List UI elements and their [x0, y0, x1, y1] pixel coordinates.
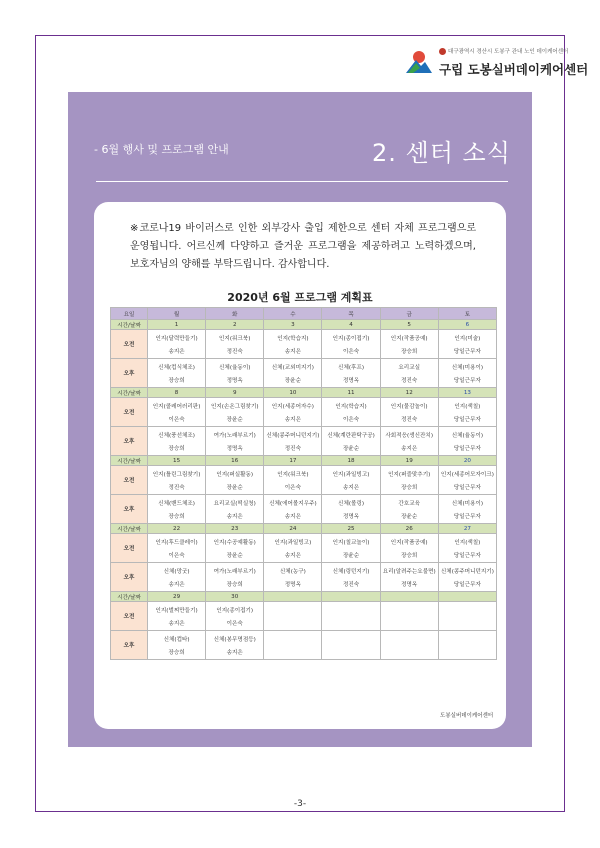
program-cell	[438, 330, 496, 359]
program-name: 신체(콩주머니던지기)	[266, 432, 320, 439]
program-cell	[264, 330, 322, 359]
program-name: 신체(농구)	[279, 568, 306, 575]
staff-name: 이은숙	[226, 620, 243, 627]
header-cell: 요일	[111, 308, 148, 320]
date-cell: 16	[206, 456, 264, 466]
staff-name: 정명옥	[226, 445, 243, 452]
am-program-row	[111, 330, 497, 359]
am-program-row	[111, 466, 497, 495]
program-cell	[380, 534, 438, 563]
am-label: 오전	[111, 602, 148, 631]
staff-name: 당일근무자	[453, 416, 481, 423]
date-row	[111, 524, 497, 534]
notice-text: ※코로나19 바이러스로 인한 외부강사 출입 제한으로 센터 자체 프로그램으로 운영됩니다. 어르신께 다양하고 즐거운 프로그램을 제공하려고 노력하겠으며, 보호자님의 양해를 부탁드립니다. 감사합니다.	[130, 223, 476, 270]
program-cell	[438, 427, 496, 456]
am-program-row	[111, 398, 497, 427]
am-program-row	[111, 534, 497, 563]
program-cell	[148, 466, 206, 495]
program-name: 인지(콜레어러리판)	[152, 403, 201, 410]
program-cell	[206, 398, 264, 427]
staff-name: 정명옥	[284, 581, 301, 588]
date-cell: 25	[322, 524, 380, 534]
pm-label: 오후	[111, 563, 148, 592]
staff-name: 정진숙	[401, 377, 418, 384]
date-cell: 17	[264, 456, 322, 466]
program-name: 신체(콩주머니던지기)	[440, 568, 494, 575]
header-cell: 수	[264, 308, 322, 320]
program-cell	[438, 398, 496, 427]
program-cell	[206, 427, 264, 456]
header-cell: 토	[438, 308, 496, 320]
program-name: 인지(미술)	[454, 335, 481, 342]
program-name: 인지(종이접기)	[216, 607, 254, 614]
program-cell	[148, 330, 206, 359]
date-row-label: 시간/날짜	[111, 388, 148, 398]
staff-name: 송지은	[284, 416, 301, 423]
program-cell	[380, 330, 438, 359]
staff-name: 당일근무자	[453, 377, 481, 384]
program-cell	[264, 359, 322, 388]
date-cell	[322, 592, 380, 602]
staff-name: 장윤순	[401, 513, 418, 520]
program-cell	[380, 398, 438, 427]
date-cell: 29	[148, 592, 206, 602]
staff-name: 이은숙	[168, 416, 185, 423]
program-cell	[264, 602, 322, 631]
date-cell: 10	[264, 388, 322, 398]
program-name: 간호교육	[398, 500, 421, 507]
program-name: 인지(작품공예)	[390, 539, 428, 546]
staff-name: 송지은	[401, 445, 418, 452]
program-name: 인지(워크북)	[277, 471, 309, 478]
date-cell: 27	[438, 524, 496, 534]
date-cell: 23	[206, 524, 264, 534]
program-cell	[264, 495, 322, 524]
date-cell: 9	[206, 388, 264, 398]
program-cell	[206, 534, 264, 563]
center-logo-icon	[405, 47, 433, 75]
staff-name: 당일근무자	[453, 445, 481, 452]
program-name: 인지(학습지)	[335, 403, 367, 410]
staff-name: 송지은	[226, 513, 243, 520]
program-name: 신체(볼링)	[338, 500, 365, 507]
program-cell	[380, 602, 438, 631]
pm-label: 오후	[111, 495, 148, 524]
am-label: 오전	[111, 466, 148, 495]
pm-program-row	[111, 495, 497, 524]
program-name: 신체(컵타)	[163, 636, 190, 643]
program-name: 인지(벌찌만들기)	[155, 607, 198, 614]
program-name: 사회적응(생신잔치)	[385, 432, 433, 439]
staff-name: 정진숙	[226, 348, 243, 355]
program-cell	[438, 359, 496, 388]
program-cell	[380, 427, 438, 456]
program-name: 인지(칠교놀이)	[332, 539, 370, 546]
staff-name: 장윤순	[226, 416, 243, 423]
program-cell	[206, 602, 264, 631]
date-cell: 8	[148, 388, 206, 398]
program-cell	[322, 359, 380, 388]
program-cell	[206, 495, 264, 524]
program-cell	[148, 631, 206, 660]
program-cell	[264, 563, 322, 592]
staff-name: 이은숙	[168, 552, 185, 559]
program-cell	[322, 631, 380, 660]
program-name: 인지(과일빙고)	[274, 539, 312, 546]
program-name: 인지(후드클레이)	[155, 539, 198, 546]
date-cell: 30	[206, 592, 264, 602]
date-cell	[264, 592, 322, 602]
staff-name: 송지은	[168, 581, 185, 588]
staff-name: 장승희	[168, 377, 185, 384]
program-name: 인지(학습지)	[277, 335, 309, 342]
date-cell: 6	[438, 320, 496, 330]
header-cell: 월	[148, 308, 206, 320]
program-name: 요리교실(떡실청)	[213, 500, 256, 507]
program-name: 인지(퍼실활동)	[216, 471, 254, 478]
program-name: 신체(에어볼지우주)	[269, 500, 317, 507]
staff-name: 장승희	[168, 513, 185, 520]
schedule-title: 2020년 6월 프로그램 계획표	[227, 291, 373, 304]
staff-name: 장윤순	[226, 552, 243, 559]
staff-name: 장윤순	[284, 377, 301, 384]
pm-label: 오후	[111, 631, 148, 660]
staff-name: 송지은	[168, 620, 185, 627]
program-name: 인지(퍼즐맞추기)	[388, 471, 431, 478]
program-name: 인지(세종어자수)	[271, 403, 314, 410]
page-number: -3-	[293, 799, 307, 809]
staff-name: 송지은	[342, 484, 360, 491]
program-cell	[206, 359, 264, 388]
program-cell	[148, 359, 206, 388]
pm-program-row	[111, 359, 497, 388]
program-cell	[438, 534, 496, 563]
program-name: 신체(교외미지기)	[271, 364, 314, 371]
date-cell: 2	[206, 320, 264, 330]
staff-name: 장승희	[401, 484, 418, 491]
staff-name: 정진숙	[168, 484, 185, 491]
program-name: 신체(컵식체조)	[158, 364, 195, 371]
program-cell	[206, 466, 264, 495]
program-name: 신체(망굿)	[163, 568, 190, 575]
program-cell	[148, 602, 206, 631]
pm-program-row	[111, 631, 497, 660]
program-cell	[380, 563, 438, 592]
staff-name: 송지은	[284, 513, 301, 520]
program-name: 인지(달력만들기)	[155, 335, 198, 342]
program-name: 인지(틀린그림찾기)	[152, 471, 201, 478]
date-cell: 5	[380, 320, 438, 330]
program-name: 신체(율동이)	[451, 432, 484, 439]
program-name: 신체(미용이)	[451, 500, 484, 507]
staff-name: 이은숙	[342, 416, 360, 423]
staff-name: 당일근무자	[453, 552, 481, 559]
program-cell	[322, 563, 380, 592]
date-row	[111, 388, 497, 398]
program-cell	[438, 602, 496, 631]
program-name: 신체(계란판탁구공)	[327, 432, 375, 439]
pm-label: 오후	[111, 359, 148, 388]
program-name: 여가(노래부르기)	[213, 568, 256, 575]
date-cell: 11	[322, 388, 380, 398]
program-name: 인지(작품공예)	[390, 335, 428, 342]
staff-name: 정명옥	[226, 377, 243, 384]
header-cell: 화	[206, 308, 264, 320]
staff-name: 장윤순	[342, 445, 360, 452]
date-cell: 26	[380, 524, 438, 534]
date-cell: 22	[148, 524, 206, 534]
program-cell	[380, 631, 438, 660]
staff-name: 장윤순	[342, 552, 360, 559]
staff-name: 정명옥	[342, 513, 360, 520]
program-cell	[148, 563, 206, 592]
date-cell: 3	[264, 320, 322, 330]
header-cell: 목	[322, 308, 380, 320]
program-cell	[264, 534, 322, 563]
program-cell	[148, 427, 206, 456]
date-row-label: 시간/날짜	[111, 524, 148, 534]
program-name: 인지(손온그림찾기)	[210, 403, 259, 410]
date-cell: 12	[380, 388, 438, 398]
program-name: 신체(링던지기)	[332, 568, 370, 575]
header-cell: 금	[380, 308, 438, 320]
program-cell	[438, 495, 496, 524]
staff-name: 장승희	[168, 445, 185, 452]
program-cell	[322, 330, 380, 359]
program-name: 신체(풍선체조)	[158, 432, 195, 439]
program-cell	[264, 631, 322, 660]
staff-name: 당일근무자	[453, 348, 481, 355]
program-name: 인지(색칠)	[454, 403, 481, 410]
program-name: 신체(후프)	[338, 364, 365, 371]
am-label: 오전	[111, 398, 148, 427]
staff-name: 송지은	[226, 649, 243, 656]
program-cell	[438, 631, 496, 660]
program-name: 인지(물감놀이)	[390, 403, 428, 410]
center-logo	[405, 45, 589, 81]
staff-name: 정명옥	[342, 377, 360, 384]
program-name: 여가(노래부르기)	[213, 432, 256, 439]
date-row-label: 시간/날짜	[111, 456, 148, 466]
program-name: 인지(색칠)	[454, 539, 481, 546]
program-name: 인지(워크북)	[219, 335, 251, 342]
staff-name: 송지은	[168, 348, 185, 355]
program-name: 신체(봉무명점등)	[213, 636, 256, 643]
staff-name: 정명옥	[401, 581, 418, 588]
program-cell	[322, 534, 380, 563]
program-name: 인지(과일빙고)	[332, 471, 370, 478]
program-cell	[322, 602, 380, 631]
date-row	[111, 592, 497, 602]
staff-name: 당일근무자	[453, 484, 481, 491]
program-cell	[148, 398, 206, 427]
program-name: 인지(수공예활동)	[213, 539, 256, 546]
date-row	[111, 456, 497, 466]
date-row	[111, 320, 497, 330]
staff-name: 당일근무자	[453, 581, 481, 588]
program-name: 신체(밴드체조)	[158, 500, 195, 507]
header-divider	[96, 181, 508, 182]
program-cell	[380, 466, 438, 495]
section-subtitle: - 6월 행사 및 프로그램 안내	[94, 143, 229, 156]
program-cell	[148, 534, 206, 563]
staff-name: 장승희	[401, 348, 418, 355]
pm-label: 오후	[111, 427, 148, 456]
date-row-label: 시간/날짜	[111, 320, 148, 330]
table-footer-note: 도봉실버데이케어센터	[440, 713, 494, 719]
program-cell	[206, 631, 264, 660]
staff-name: 이은숙	[342, 348, 360, 355]
program-cell	[206, 563, 264, 592]
program-name: 요리교실	[398, 364, 421, 371]
staff-name: 당일근무자	[453, 513, 481, 520]
program-cell	[380, 359, 438, 388]
program-cell	[380, 495, 438, 524]
date-cell	[380, 592, 438, 602]
pm-program-row	[111, 563, 497, 592]
program-cell	[264, 427, 322, 456]
program-cell	[438, 466, 496, 495]
section-title: 2. 센터 소식	[372, 139, 511, 167]
date-cell: 18	[322, 456, 380, 466]
staff-name: 이은숙	[284, 484, 301, 491]
date-cell: 20	[438, 456, 496, 466]
program-name: 요리(알려주는요불면)	[382, 568, 436, 575]
staff-name: 장승희	[168, 649, 185, 656]
program-cell	[322, 427, 380, 456]
program-cell	[322, 466, 380, 495]
am-program-row	[111, 602, 497, 631]
date-cell: 24	[264, 524, 322, 534]
program-cell	[322, 495, 380, 524]
program-name: 인지(세종어모자이크)	[440, 471, 494, 478]
staff-name: 장윤순	[226, 484, 243, 491]
date-cell: 1	[148, 320, 206, 330]
program-name: 신체(미용이)	[451, 364, 484, 371]
date-cell: 4	[322, 320, 380, 330]
program-cell	[322, 398, 380, 427]
am-label: 오전	[111, 534, 148, 563]
date-cell	[438, 592, 496, 602]
schedule-header-row	[111, 308, 497, 320]
staff-name: 장승희	[226, 581, 243, 588]
logo-center-name: 구립 도봉실버데이케어센터	[439, 62, 589, 77]
program-name: 신체(율동이)	[219, 364, 251, 371]
program-cell	[264, 398, 322, 427]
date-cell: 19	[380, 456, 438, 466]
staff-name: 송지은	[284, 552, 301, 559]
schedule-table	[110, 307, 497, 660]
staff-name: 송지은	[284, 348, 301, 355]
program-cell	[438, 563, 496, 592]
program-cell	[206, 330, 264, 359]
am-label: 오전	[111, 330, 148, 359]
staff-name: 정진숙	[401, 416, 418, 423]
pm-program-row	[111, 427, 497, 456]
staff-name: 정진숙	[342, 581, 360, 588]
staff-name: 장승희	[401, 552, 418, 559]
staff-name: 정진숙	[284, 445, 301, 452]
logo-small-text: 대구광역시 경산시 도봉구 관내 노인 데이케어센터	[439, 47, 568, 55]
date-cell: 15	[148, 456, 206, 466]
program-name: 인지(종이접기)	[332, 335, 370, 342]
program-cell	[148, 495, 206, 524]
date-cell: 13	[438, 388, 496, 398]
date-row-label: 시간/날짜	[111, 592, 148, 602]
program-cell	[264, 466, 322, 495]
